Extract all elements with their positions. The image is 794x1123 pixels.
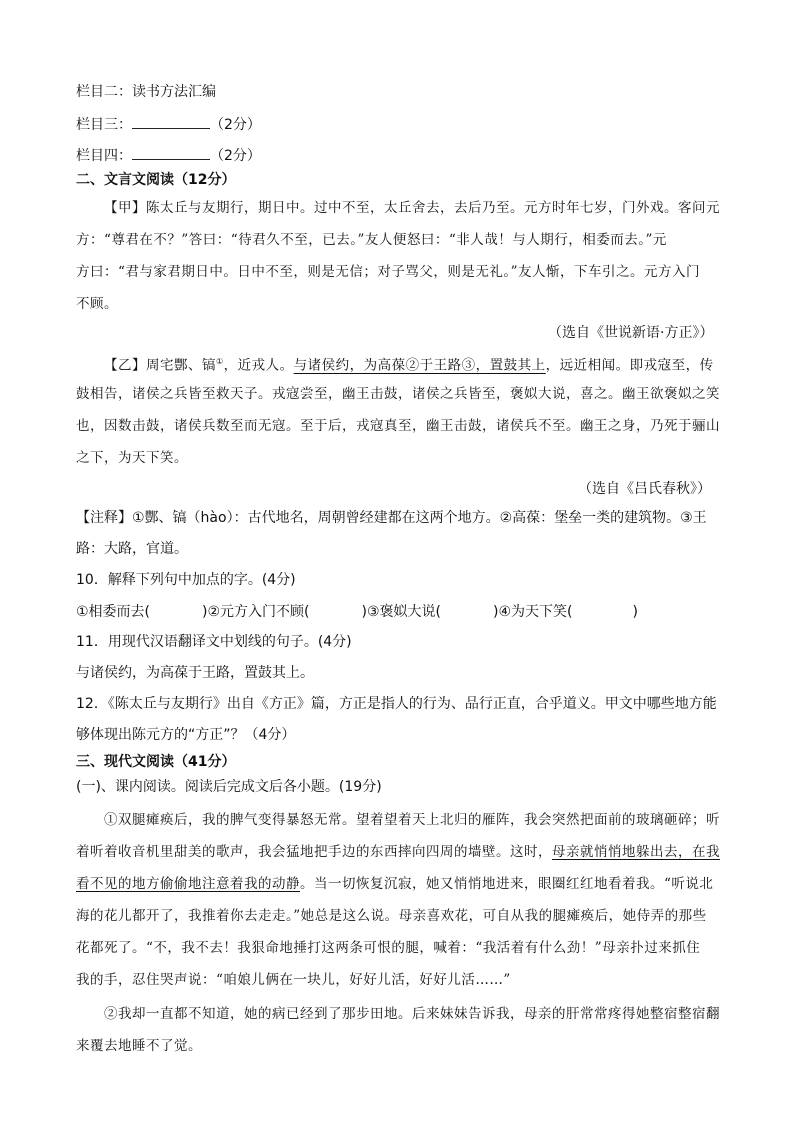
q10-item-1: ①相委而去( xyxy=(76,604,151,620)
question-12-line-1: 12．《陈太丘与友期行》出自《方正》篇，方正是指人的行为、品行正直，合乎道义。甲文中哪些地方能 xyxy=(76,696,717,712)
p1-underlined-part-1: 母亲就悄悄地躲出去，在我 xyxy=(552,844,720,860)
jia-line-1: 【甲】陈太丘与友期行，期日中。过中不至，太丘舍去，去后乃至。元方时年七岁，门外戏。客问元 xyxy=(104,200,720,216)
yi-line-1-pre: 【乙】周宅酆、镐 xyxy=(104,357,216,374)
yi-line-1 xyxy=(104,352,714,376)
yi-source: （选自《吕氏春秋》） xyxy=(578,481,711,497)
p1-line-5: 花都死了。“不，我不去！我狠命地捶打这两条可恨的腿，喊着：“我活着有什么劲！”母亲扑过来抓住 xyxy=(76,940,701,956)
p1-line-4: 海的花儿都开了，我推着你去走走。”她总是这么说。母亲喜欢花，可自从我的腿瘫痪后，她侍弄的那些 xyxy=(76,908,707,924)
yi-line-2: 鼓相告，诸侯之兵皆至救天子。戎寇尝至，幽王击鼓，诸侯之兵皆至，褒姒大说，喜之。幽王欲褒姒之笑 xyxy=(76,386,720,402)
p2-line-2: 来覆去地睡不了觉。 xyxy=(76,1038,202,1054)
column-3-label: 栏目三： xyxy=(76,117,132,133)
yi-line-1-post: ，远近相闻。即戎寇至，传 xyxy=(545,357,714,374)
jia-line-3: 方曰：“君与家君期日中。日中不至，则是无信；对子骂父，则是无礼。”友人惭，下车引之。元方入门 xyxy=(76,264,701,280)
yi-line-4: 之下，为天下笑。 xyxy=(76,450,188,466)
column-3-score: （2分） xyxy=(210,117,261,133)
p1-line-3-text: 。当一切恢复沉寂，她又悄悄地进来，眼圈红红地看着我。“听说北 xyxy=(300,876,714,892)
notes-line-1: 【注释】①酆、镐（hào）：古代地名，周朝曾经建都在这两个地方。②高葆：堡垒一类的建筑物。③王 xyxy=(76,510,707,526)
question-12-line-2: 够体现出陈元方的“方正”？（4分） xyxy=(76,727,296,743)
section-3-title: 三、现代文阅读（41分） xyxy=(76,754,236,770)
notes-line-2: 路：大路，官道。 xyxy=(76,541,188,557)
jia-line-2: 方：“尊君在不？”答曰：“待君久不至，已去。”友人便怒曰：“非人哉！与人期行，相委而去。”元 xyxy=(76,232,667,248)
column-4-blank[interactable] xyxy=(132,145,210,160)
p1-underlined-part-2: 看不见的地方偷偷地注意着我的动静 xyxy=(76,876,300,892)
q10-item-3: )③褒姒大说( xyxy=(361,604,441,620)
yi-underlined-sentence: 与诸侯约，为高葆②于王路③，置鼓其上 xyxy=(293,357,546,374)
question-11-text: 与诸侯约，为高葆于王路，置鼓其上。 xyxy=(76,665,314,681)
footnote-mark: ① xyxy=(216,357,224,366)
yi-line-1-mid: ，近戎人。 xyxy=(223,357,294,374)
question-10: 10．解释下列句中加点的字。(4分) xyxy=(76,572,296,588)
column-4-score: （2分） xyxy=(210,148,261,164)
p2-line-1: ②我却一直都不知道，她的病已经到了那步田地。后来妹妹告诉我，母亲的肝常常疼得她整宿整宿翻 xyxy=(104,1006,720,1022)
column-3-line xyxy=(76,114,261,135)
p1-line-1: ①双腿瘫痪后，我的脾气变得暴怒无常。望着望着天上北归的雁阵，我会突然把面前的玻璃砸碎；听 xyxy=(104,812,720,828)
q10-item-2: )②元方入门不顾( xyxy=(202,604,310,620)
section-2-title: 二、文言文阅读（12分） xyxy=(76,172,236,188)
jia-source: （选自《世说新语·方正》） xyxy=(548,325,714,341)
column-4-label: 栏目四： xyxy=(76,148,132,164)
column-4-line xyxy=(76,145,261,166)
q10-item-4: )④为天下笑( xyxy=(492,604,573,620)
column-2-line: 栏目二：读书方法汇编 xyxy=(76,84,216,100)
jia-line-4: 不顾。 xyxy=(76,296,118,312)
p1-line-2 xyxy=(76,842,720,862)
question-11: 11．用现代汉语翻译文中划线的句子。(4分) xyxy=(76,634,352,650)
subsection-1-title: (一)、课内阅读。阅读后完成文后各小题。(19分) xyxy=(76,779,382,795)
column-3-blank[interactable] xyxy=(132,114,210,129)
p1-line-3 xyxy=(76,874,713,894)
q10-item-end: ) xyxy=(632,604,638,620)
p1-line-2-text: 着听着收音机里甜美的歌声，我会猛地把手边的东西摔向四周的墙壁。这时， xyxy=(76,844,552,860)
yi-line-3: 也，因数击鼓，诸侯兵数至而无寇。至于后，戎寇真至，幽王击鼓，诸侯兵不至。幽王之身，乃死于骊山 xyxy=(76,418,720,434)
p1-line-6: 我的手，忍住哭声说：“咱娘儿俩在一块儿，好好儿活，好好儿活……” xyxy=(76,972,511,988)
question-10-items xyxy=(76,602,638,622)
